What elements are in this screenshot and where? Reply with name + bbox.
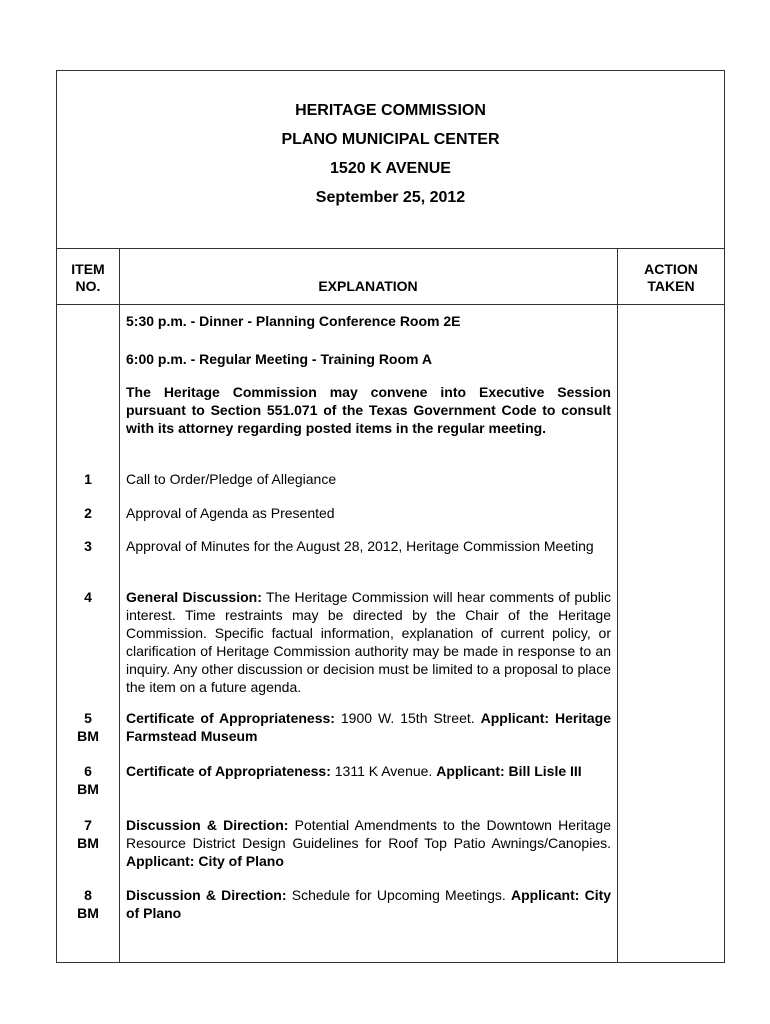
item-subcode: BM: [77, 835, 99, 851]
item-text: [126, 588, 611, 696]
item-header-line2: NO.: [75, 278, 101, 294]
item-number-block: [57, 886, 119, 922]
item-number-block: [57, 709, 119, 745]
item-number: 1: [84, 471, 92, 487]
item-label: Discussion & Direction:: [126, 887, 287, 903]
item-text: [126, 762, 611, 780]
item-applicant: Applicant: Bill Lisle III: [436, 763, 582, 779]
executive-session-text: The Heritage Commission may convene into Executive Session pursuant to Section 551.071 of the Texas Government Code to consult with its attorney regarding posted items in the regular meeting.: [126, 384, 611, 436]
item-number-block: [57, 762, 119, 798]
item-applicant: Applicant: Heritage Farmstead Museum: [126, 710, 612, 744]
header-title: HERITAGE COMMISSION: [295, 102, 486, 119]
item-text: Approval of Agenda as Presented: [126, 505, 335, 521]
item-number: 7: [84, 817, 92, 833]
column-header-row: [57, 249, 724, 305]
item-subcode: BM: [77, 781, 99, 797]
item-header-line1: ITEM: [71, 261, 105, 277]
action-taken-header: [617, 261, 725, 295]
header-date: September 25, 2012: [315, 189, 466, 206]
action-header-line1: ACTION: [644, 261, 698, 277]
item-number-block: [57, 816, 119, 852]
item-applicant: Applicant: City of Plano: [126, 887, 612, 921]
item-no-header: [57, 261, 119, 295]
header-location: PLANO MUNICIPAL CENTER: [281, 131, 500, 148]
item-number: 4: [84, 589, 92, 605]
item-description: 1900 W. 15th Street.: [340, 710, 475, 726]
agenda-header: [57, 71, 724, 249]
item-subcode: BM: [77, 728, 99, 744]
explanation-header: EXPLANATION: [318, 278, 418, 294]
item-description: Potential Amendments to the Downtown Heritage Resource District Design Guidelines for Roof Top Patio Awnings/Canopies.: [126, 817, 611, 851]
item-text: [126, 816, 611, 870]
item-label: General Discussion:: [126, 589, 262, 605]
item-text: Approval of Minutes for the August 28, 2012, Heritage Commission Meeting: [126, 538, 594, 554]
item-description: 1311 K Avenue.: [334, 763, 433, 779]
item-description: The Heritage Commission will hear comments of public interest. Time restraints may be directed by the Chair of the Heritage Commission. Specific factual information, explanation of current policy, or clarification of Heritage Commission authority may be made in response to an inquiry. Any other discussion or decision must be limited to a proposal to place the item on a future agenda.: [126, 589, 611, 695]
item-number: 8: [84, 887, 92, 903]
item-label: Certificate of Appropriateness:: [126, 763, 331, 779]
item-applicant: Applicant: City of Plano: [126, 853, 284, 869]
meeting-text: 6:00 p.m. - Regular Meeting - Training Room A: [126, 351, 432, 367]
item-number: 2: [84, 505, 92, 521]
item-number: 3: [84, 538, 92, 554]
agenda-frame: [56, 70, 725, 963]
header-address: 1520 K AVENUE: [330, 160, 451, 177]
column-divider-right: [617, 249, 618, 962]
item-description: Schedule for Upcoming Meetings.: [291, 887, 506, 903]
item-label: Certificate of Appropriateness:: [126, 710, 335, 726]
item-number: 5: [84, 710, 92, 726]
item-label: Discussion & Direction:: [126, 817, 289, 833]
item-text: Call to Order/Pledge of Allegiance: [126, 471, 337, 487]
item-text: [126, 709, 611, 745]
action-header-line2: TAKEN: [647, 278, 695, 294]
dinner-text: 5:30 p.m. - Dinner - Planning Conference Room 2E: [126, 313, 461, 329]
column-divider-left: [119, 249, 120, 962]
item-subcode: BM: [77, 905, 99, 921]
item-number: 6: [84, 763, 92, 779]
item-text: [126, 886, 611, 922]
